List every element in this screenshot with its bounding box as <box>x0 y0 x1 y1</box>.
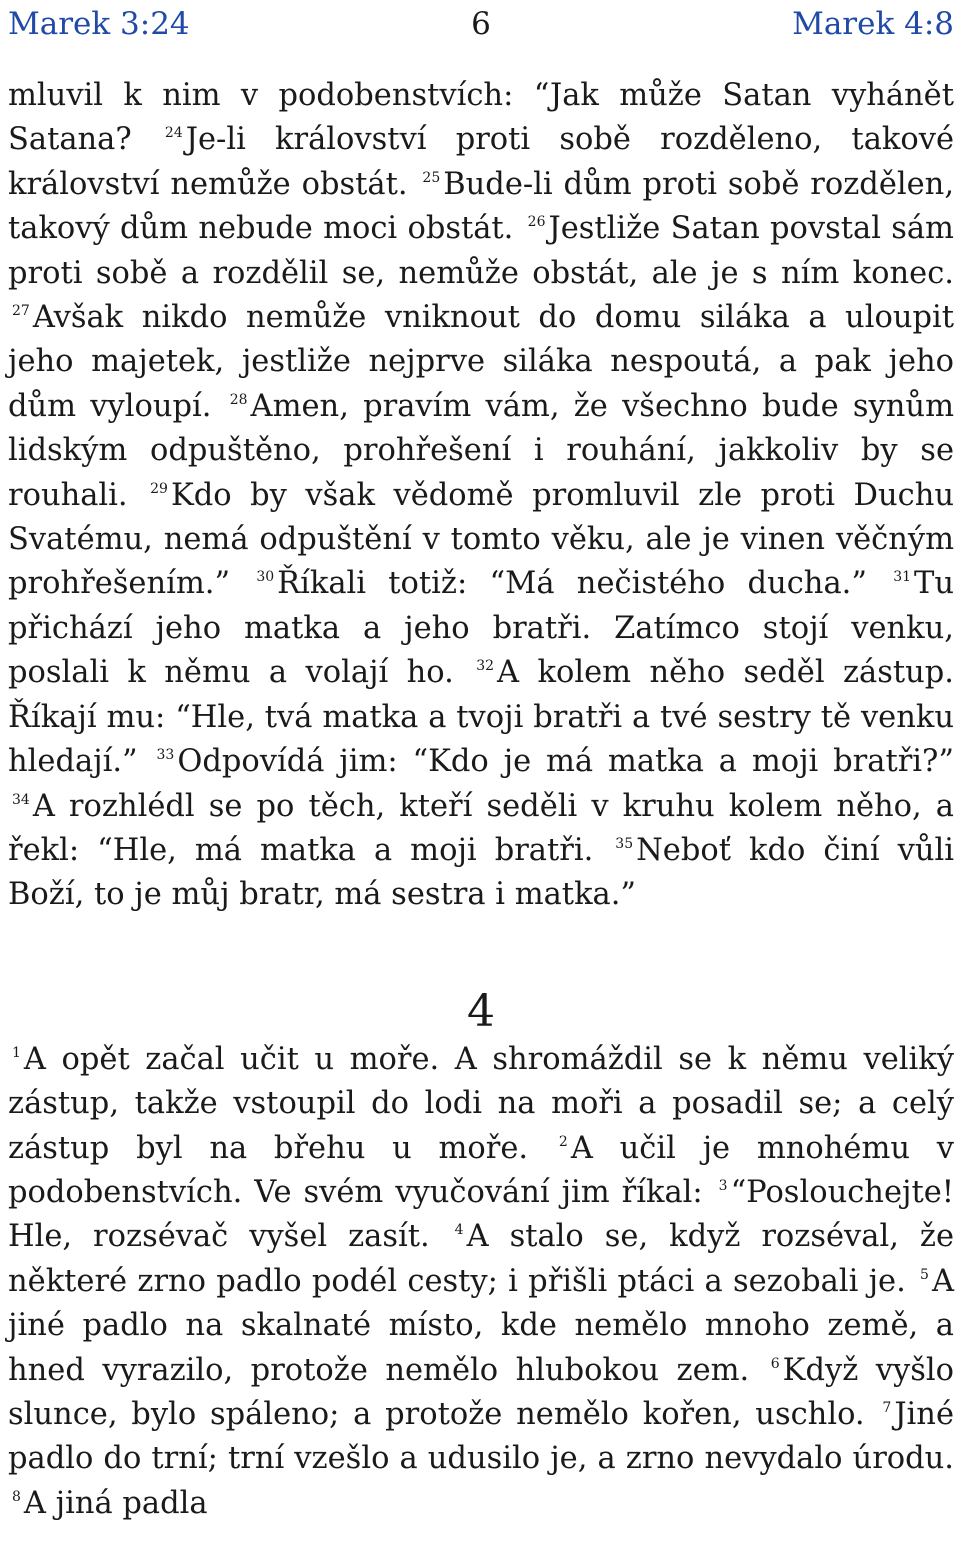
verse-number: 31 <box>893 569 912 586</box>
verse-number: 7 <box>882 1399 892 1416</box>
verse-number: 5 <box>920 1266 929 1283</box>
verse-number: 30 <box>256 569 275 586</box>
verse-number: 35 <box>615 835 634 852</box>
verse-number: 32 <box>476 658 495 675</box>
header-left-reference[interactable]: Marek 3:24 <box>8 6 190 42</box>
verse-number: 26 <box>527 214 546 231</box>
verse-number: 3 <box>718 1177 728 1194</box>
verse-number: 28 <box>229 391 248 408</box>
verse-text: Říkali totiž: “Má nečistého ducha.” <box>277 566 867 602</box>
verse-number: 6 <box>770 1355 780 1372</box>
verse-number: 33 <box>156 747 175 764</box>
verse-number: 25 <box>422 169 441 186</box>
verse-text: Jiné padlo do trní; trní vzešlo a udusilo je, a zrno nevydalo úrodu. <box>8 1396 955 1477</box>
verse-number: 29 <box>150 480 168 497</box>
verse-text: “Poslouchejte! Hle, rozsévač vyšel zasít. <box>8 1174 955 1255</box>
verse-number: 27 <box>12 303 30 320</box>
verse-text: Tu přichází jeho matka a jeho bratři. Zatímco stojí venku, poslali k němu a volají ho. <box>8 566 955 691</box>
verse-text: A kolem něho seděl zástup. Říkají mu: “Hle, tvá matka a tvoji bratři a tvé sestry tě venku hledají.” <box>8 655 954 780</box>
verse-text: Kdo by však vědomě promluvil zle proti Duchu Svatému, nemá odpuštění v tomto věku, ale je vinen věčným prohřešením.” <box>8 477 954 602</box>
chapter-4-paragraph <box>8 1038 954 1526</box>
verse-text: mluvil k nim v podobenstvích: “Jak může Satan vyhánět Satana? <box>8 78 954 158</box>
verse-text: Když vyšlo slunce, bylo spáleno; a protože nemělo kořen, uschlo. <box>8 1352 954 1432</box>
chapter-3-paragraph <box>8 74 954 918</box>
verse-number: 4 <box>454 1222 464 1239</box>
verse-number: 8 <box>12 1488 21 1505</box>
verse-text: Bude-li dům proti sobě rozdělen, takový dům nebude moci obstát. <box>8 166 955 247</box>
verse-number: 34 <box>12 791 30 808</box>
header-right-reference[interactable]: Marek 4:8 <box>792 6 954 42</box>
verse-number: 1 <box>12 1044 21 1061</box>
verse-text: Je-li království proti sobě rozděleno, takové království nemůže obstát. <box>8 122 954 202</box>
verse-text: Jestliže Satan povstal sám proti sobě a rozdělil se, nemůže obstát, ale je s ním konec. <box>8 211 954 291</box>
verse-text: Neboť kdo činí vůli Boží, to je můj bratr, má sestra i matka.” <box>8 832 954 913</box>
verse-text: Avšak nikdo nemůže vniknout do domu siláka a uloupit jeho majetek, jestliže nejprve siláka nespoutá, a pak jeho dům vyloupí. <box>8 300 954 424</box>
chapter-heading: 4 <box>467 985 495 1037</box>
verse-text: A opět začal učit u moře. A shromáždil se k němu veliký zástup, takže vstoupil do lodi na moři a posadil se; a celý zástup byl na břehu u moře. <box>8 1041 954 1166</box>
verse-text: Odpovídá jim: “Kdo je má matka a moji bratři?” <box>177 744 954 780</box>
page-header <box>8 0 954 48</box>
verse-text: A učil je mnohému v podobenstvích. Ve svém vyučování jim říkal: <box>8 1130 955 1210</box>
verse-text: A rozhlédl se po těch, kteří seděli v kruhu kolem něho, a řekl: “Hle, má matka a moji bratři. <box>8 788 954 868</box>
verse-number: 2 <box>558 1133 568 1150</box>
verse-number: 24 <box>164 125 183 142</box>
verse-text: Amen, pravím vám, že všechno bude synům lidským odpuštěno, prohřešení i rouhání, jakkoliv by se rouhali. <box>8 388 954 513</box>
verse-text: A jiné padlo na skalnaté místo, kde nemělo mnoho země, a hned vyrazilo, protože nemělo hlubokou zem. <box>8 1263 954 1388</box>
scripture-text <box>8 74 954 1526</box>
verse-text: A jiná padla <box>23 1485 208 1521</box>
page-number: 6 <box>471 6 491 42</box>
verse-text: A stalo se, když rozséval, že některé zrno padlo podél cesty; i přišli ptáci a sezobali je. <box>8 1219 954 1299</box>
